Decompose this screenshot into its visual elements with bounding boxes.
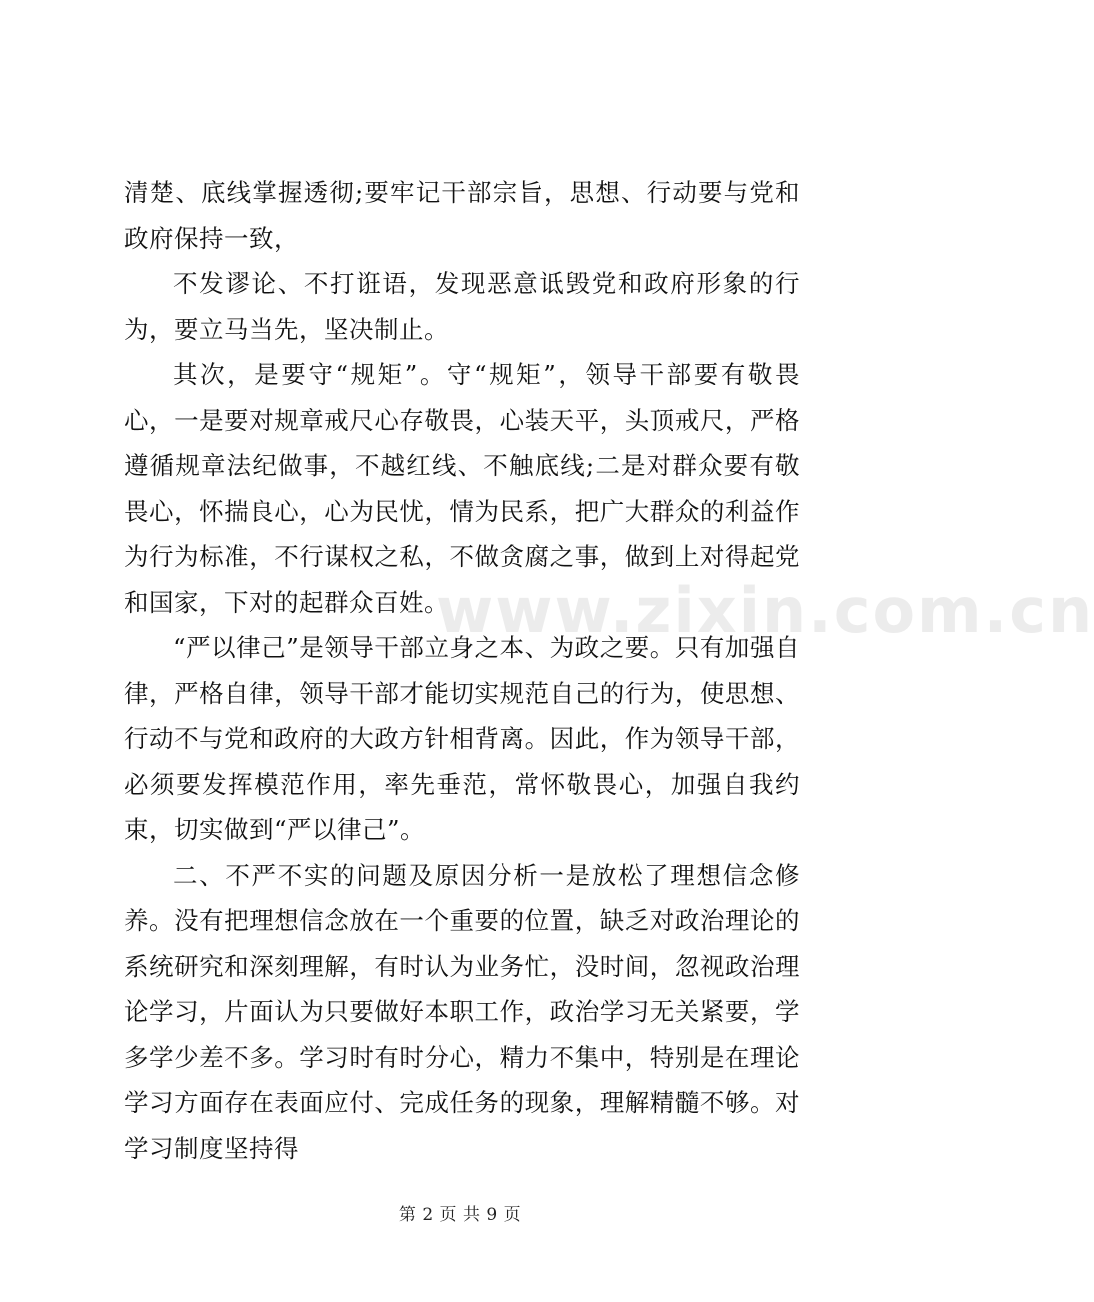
document-body: [124, 170, 800, 1171]
paragraph-continued: 清楚、底线掌握透彻;要牢记干部宗旨，思想、行动要与党和政府保持一致，: [124, 178, 800, 253]
paragraph: 二、不严不实的问题及原因分析一是放松了理想信念修养。没有把理想信念放在一个重要的位置，缺乏对政治理论的系统研究和深刻理解，有时认为业务忙，没时间，忽视政治理论学习，片面认为只要做好本职工作，政治学习无关紧要，学多学少差不多。学习时有时分心，精力不集中，特别是在理论学习方面存在表面应付、完成任务的现象，理解精髓不够。对学习制度坚持得: [124, 860, 800, 1163]
paragraph: “严以律己”是领导干部立身之本、为政之要。只有加强自律，严格自律，领导干部才能切实规范自己的行为，使思想、行动不与党和政府的大政方针相背离。因此，作为领导干部，必须要发挥模范作用，率先垂范，常怀敬畏心，加强自我约束，切实做到“严以律己”。: [124, 633, 800, 844]
paragraph: 其次，是要守“规矩”。守“规矩”，领导干部要有敬畏心，一是要对规章戒尺心存敬畏，心装天平，头顶戒尺，严格遵循规章法纪做事，不越红线、不触底线;二是对群众要有敬畏心，怀揣良心，心为民忧，情为民系，把广大群众的利益作为行为标准，不行谋权之私，不做贪腐之事，做到上对得起党和国家，下对的起群众百姓。: [124, 360, 800, 617]
page-number-footer: 第 2 页 共 9 页: [398, 1205, 522, 1225]
watermark: www.zixin.com.cn: [436, 574, 1094, 647]
paragraph: 不发谬论、不打诳语，发现恶意诋毁党和政府形象的行为，要立马当先，坚决制止。: [124, 269, 800, 344]
